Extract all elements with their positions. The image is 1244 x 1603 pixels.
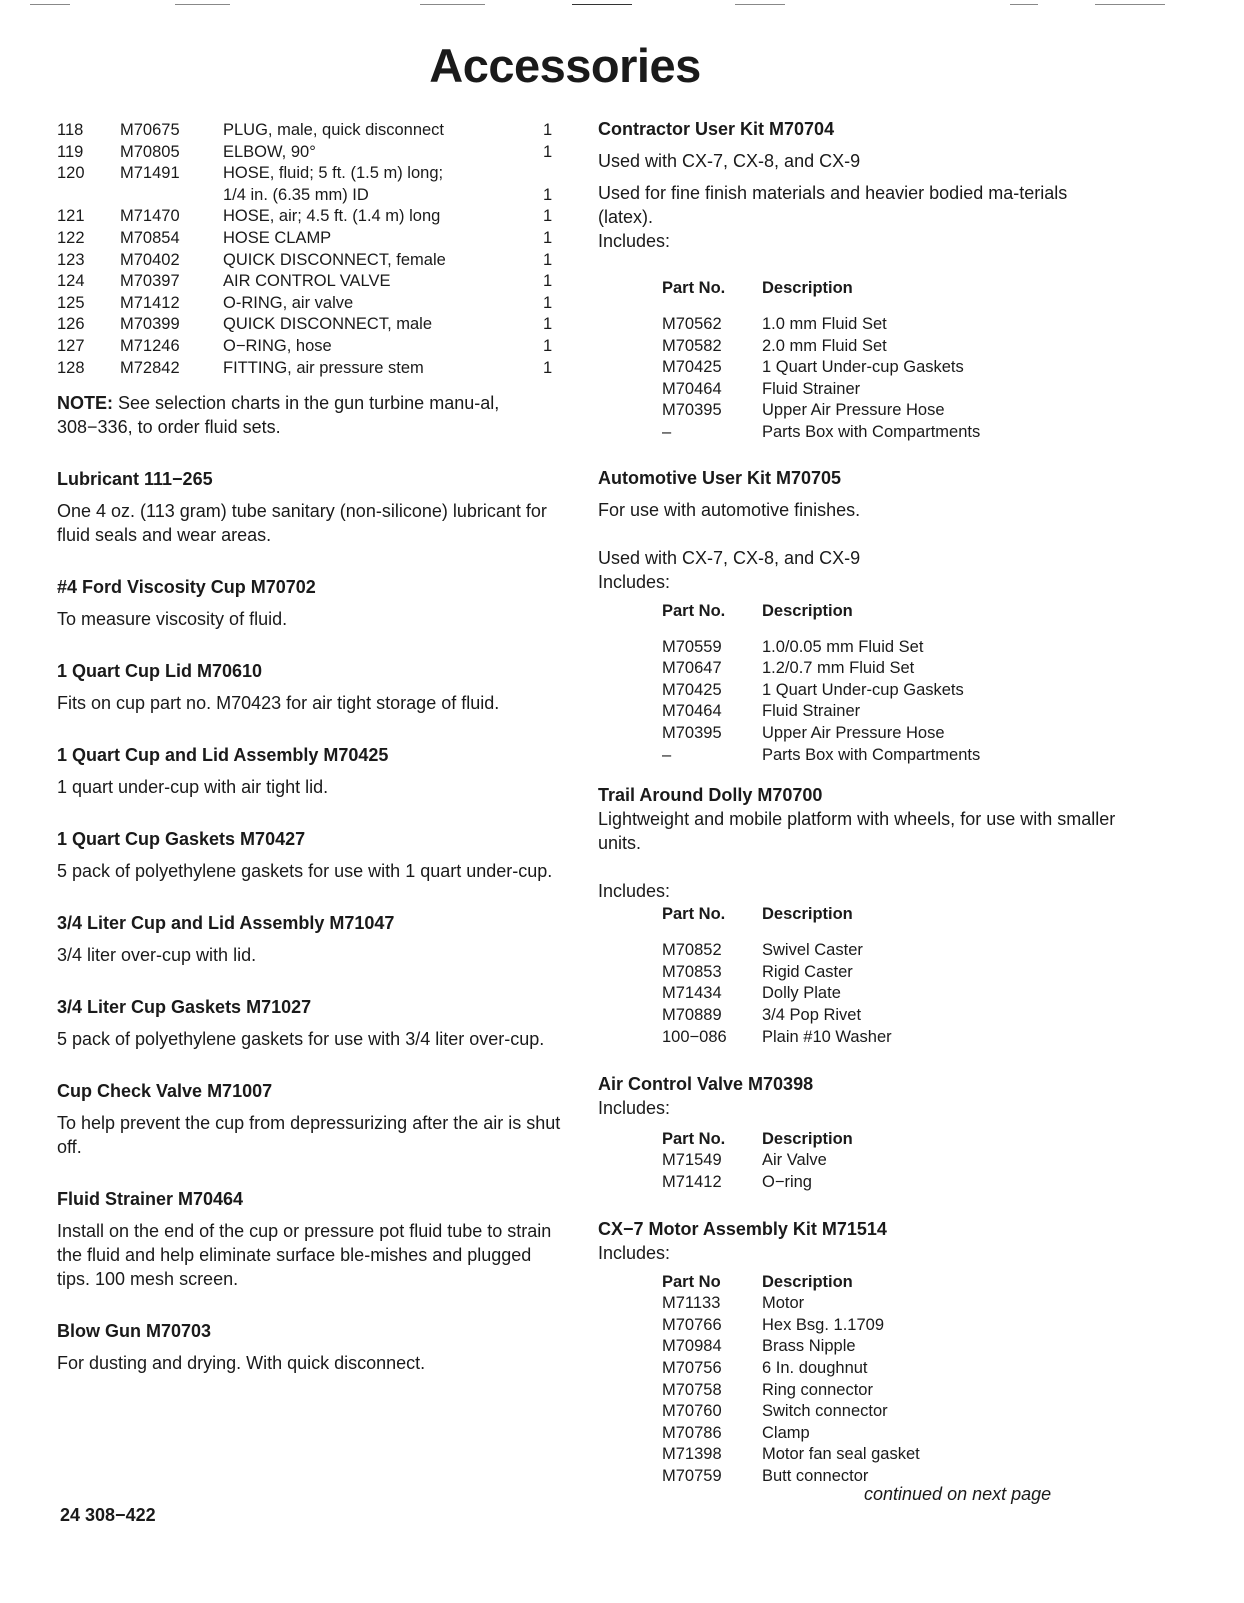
ref-number: 123 [57, 250, 85, 269]
part-number: M70760 [662, 1402, 722, 1421]
col-header-part: Part No. [662, 905, 726, 924]
quantity: 1 [543, 358, 553, 377]
part-number: 100−086 [662, 1027, 727, 1046]
accessory-section [57, 575, 567, 631]
ref-number: 121 [57, 207, 85, 226]
continued-note: continued on next page [864, 1484, 1052, 1504]
quantity: 1 [543, 272, 553, 291]
page-footer: 24 308−422 [60, 1505, 156, 1525]
spacer-row [662, 925, 1082, 940]
description: Swivel Caster [762, 941, 863, 960]
table-row [662, 1315, 1082, 1337]
part-number: M71412 [662, 1172, 722, 1191]
description: Clamp [762, 1423, 810, 1442]
contractor-kit-desc: Used for fine finish materials and heavier bodied ma-terials (latex). [598, 183, 1068, 227]
description: Rigid Caster [762, 962, 853, 981]
table-row [57, 163, 563, 185]
part-number: M70402 [120, 250, 180, 269]
quantity: 1 [543, 185, 553, 204]
automotive-kit-section [598, 466, 1118, 767]
part-number: M70425 [662, 358, 722, 377]
table-row [57, 142, 563, 164]
accessory-section [57, 1079, 567, 1159]
description: 2.0 mm Fluid Set [762, 336, 887, 355]
description: Ring connector [762, 1380, 873, 1399]
col-header-description: Description [762, 1273, 853, 1292]
part-number: M70647 [662, 659, 722, 678]
accessory-section [57, 743, 567, 799]
parts-list-table [57, 120, 563, 379]
contractor-kit-heading: Contractor User Kit M70704 [598, 119, 835, 139]
description: Fluid Strainer [762, 379, 861, 398]
table-row [662, 1172, 1082, 1194]
accessory-heading: 1 Quart Cup and Lid Assembly M70425 [57, 745, 389, 766]
ref-number: 128 [57, 358, 85, 377]
ref-number: 118 [57, 121, 84, 139]
table-row [662, 422, 1082, 444]
part-number [120, 185, 223, 207]
motor-kit-section [598, 1217, 1118, 1487]
table-row [662, 336, 1082, 358]
part-number: M71549 [662, 1151, 722, 1170]
description: QUICK DISCONNECT, male [223, 315, 433, 334]
col-header-part: Part No. [662, 1130, 726, 1149]
note-label: NOTE: [57, 393, 113, 414]
table-row [57, 206, 563, 228]
accessory-description: One 4 oz. (113 gram) tube sanitary (non-silicone) lubricant for fluid seals and wear areas. [57, 501, 547, 546]
description: HOSE, air; 4.5 ft. (1.4 m) long [223, 207, 441, 226]
dolly-includes: Includes: [598, 881, 671, 902]
part-number: M70464 [662, 379, 722, 398]
ref-number: 125 [57, 293, 85, 312]
description: Butt connector [762, 1467, 869, 1486]
table-row [57, 185, 563, 207]
automotive-kit-includes: Includes: [598, 571, 671, 592]
contractor-kit-includes: Includes: [598, 231, 671, 251]
scan-mark [175, 4, 230, 5]
description: Parts Box with Compartments [762, 422, 981, 441]
description: 1.0/0.05 mm Fluid Set [762, 637, 924, 656]
part-number: M70464 [662, 702, 722, 721]
accessory-description: Install on the end of the cup or pressure pot fluid tube to strain the fluid and help eliminate surface ble-mishes and plugged tips. 100 mesh screen. [57, 1221, 552, 1290]
spacer-row [662, 299, 1082, 314]
description: QUICK DISCONNECT, female [223, 250, 446, 269]
accessory-section [57, 467, 567, 547]
col-header-description: Description [762, 279, 853, 297]
quantity: 1 [543, 121, 553, 139]
quantity: 1 [543, 293, 553, 312]
part-number: M70399 [120, 315, 180, 334]
left-sections [57, 467, 567, 1375]
part-number: M70766 [662, 1315, 722, 1334]
scan-mark [420, 4, 485, 5]
part-number: M71133 [662, 1294, 721, 1313]
part-number: M71412 [120, 293, 180, 312]
note [57, 391, 567, 439]
description: Dolly Plate [762, 984, 841, 1003]
air-valve-table [662, 1128, 1082, 1193]
description: 1.0 mm Fluid Set [762, 315, 887, 333]
part-number: M71434 [662, 984, 722, 1003]
spacer-row [662, 622, 1082, 637]
part-number: – [662, 745, 672, 764]
description: O−ring [762, 1172, 812, 1191]
accessory-section [57, 911, 567, 967]
scan-mark [30, 4, 70, 5]
description: 3/4 Pop Rivet [762, 1005, 862, 1024]
accessory-description: 5 pack of polyethylene gaskets for use with 1 quart under-cup. [57, 861, 553, 882]
table-row [662, 723, 1082, 745]
accessory-heading: Lubricant 111−265 [57, 469, 213, 490]
part-number: M70395 [662, 401, 722, 420]
table-row [57, 228, 563, 250]
description: Upper Air Pressure Hose [762, 723, 945, 742]
part-number: M70759 [662, 1467, 722, 1486]
left-column [57, 120, 567, 1375]
part-number: M70559 [662, 637, 722, 656]
table-row [662, 680, 1082, 702]
accessory-description: To measure viscosity of fluid. [57, 609, 288, 630]
ref-number: 126 [57, 315, 85, 334]
accessory-description: 1 quart under-cup with air tight lid. [57, 777, 329, 798]
air-valve-section [598, 1072, 1118, 1193]
accessory-description: For dusting and drying. With quick disconnect. [57, 1353, 426, 1374]
scan-mark [735, 4, 785, 5]
ref-number [57, 185, 120, 207]
accessory-heading: Fluid Strainer M70464 [57, 1189, 244, 1210]
description: 6 In. doughnut [762, 1359, 868, 1378]
motor-kit-includes: Includes: [598, 1243, 671, 1264]
quantity: 1 [543, 315, 553, 334]
accessory-description: 5 pack of polyethylene gaskets for use with 3/4 liter over-cup. [57, 1029, 545, 1050]
table-row [662, 1401, 1082, 1423]
part-number: M70582 [662, 336, 722, 355]
accessory-heading: 1 Quart Cup Gaskets M70427 [57, 829, 306, 850]
table-row [662, 701, 1082, 723]
table-row [662, 1027, 1082, 1049]
description: 1/4 in. (6.35 mm) ID [223, 185, 369, 204]
description: ELBOW, 90° [223, 142, 316, 161]
table-row [662, 314, 1082, 336]
accessory-heading: 3/4 Liter Cup Gaskets M71027 [57, 997, 312, 1018]
accessory-section [57, 995, 567, 1051]
table-row [57, 271, 563, 293]
description: Air Valve [762, 1151, 827, 1170]
table-row [57, 336, 563, 358]
table-row [662, 1423, 1082, 1445]
quantity: 1 [543, 207, 553, 226]
table-row [57, 250, 563, 272]
automotive-kit-table [662, 600, 1082, 767]
table-row [662, 745, 1082, 767]
part-number: M71491 [120, 164, 180, 183]
dolly-heading: Trail Around Dolly M70700 [598, 785, 823, 806]
table-row [662, 1444, 1082, 1466]
scan-top-edge [0, 4, 1244, 10]
table-row [662, 1358, 1082, 1380]
quantity [543, 163, 563, 185]
accessory-heading: Blow Gun M70703 [57, 1321, 212, 1342]
ref-number: 127 [57, 336, 85, 355]
part-number: M70758 [662, 1380, 722, 1399]
table-row [662, 1150, 1082, 1172]
part-number: M70853 [662, 962, 722, 981]
table-row [662, 400, 1082, 422]
description: HOSE CLAMP [223, 228, 332, 247]
col-header-description: Description [762, 601, 853, 620]
table-row [662, 1005, 1082, 1027]
table-row [662, 357, 1082, 379]
part-number: M70984 [662, 1337, 722, 1356]
ref-number: 119 [57, 142, 84, 161]
accessory-section [57, 827, 567, 883]
part-number: M70889 [662, 1005, 722, 1024]
scan-mark [572, 4, 632, 5]
accessory-description: To help prevent the cup from depressurizing after the air is shut off. [57, 1113, 561, 1158]
description: O−RING, hose [223, 336, 332, 355]
accessory-section [57, 659, 567, 715]
quantity: 1 [543, 142, 553, 161]
description: Motor fan seal gasket [762, 1445, 920, 1464]
accessory-heading: Cup Check Valve M71007 [57, 1081, 273, 1102]
description: Upper Air Pressure Hose [762, 401, 945, 420]
description: Parts Box with Compartments [762, 745, 981, 764]
part-number: M70395 [662, 723, 722, 742]
right-column [598, 117, 1118, 1488]
description: O-RING, air valve [223, 293, 354, 312]
contractor-kit-compat: Used with CX-7, CX-8, and CX-9 [598, 151, 861, 171]
accessory-heading: 1 Quart Cup Lid M70610 [57, 661, 263, 682]
description: FITTING, air pressure stem [223, 358, 424, 377]
air-valve-includes: Includes: [598, 1098, 671, 1119]
dolly-desc: Lightweight and mobile platform with wheels, for use with smaller units. [598, 809, 1116, 854]
col-header-part: Part No [662, 1273, 721, 1292]
col-header-description: Description [762, 1130, 853, 1149]
description: PLUG, male, quick disconnect [223, 121, 445, 139]
table-row [662, 658, 1082, 680]
dolly-section [598, 783, 1118, 1048]
part-number: M71470 [120, 207, 180, 226]
description: AIR CONTROL VALVE [223, 272, 391, 291]
part-number: M70756 [662, 1359, 722, 1378]
motor-kit-heading: CX−7 Motor Assembly Kit M71514 [598, 1219, 887, 1240]
table-row [662, 637, 1082, 659]
accessory-description: 3/4 liter over-cup with lid. [57, 945, 257, 966]
accessory-description: Fits on cup part no. M70423 for air tight storage of fluid. [57, 693, 500, 714]
table-row [57, 314, 563, 336]
description: 1 Quart Under-cup Gaskets [762, 680, 964, 699]
col-header-part: Part No. [662, 279, 726, 297]
description: Switch connector [762, 1402, 888, 1421]
automotive-kit-compat: Used with CX-7, CX-8, and CX-9 [598, 547, 861, 568]
table-row [662, 1380, 1082, 1402]
part-number: M71246 [120, 336, 180, 355]
table-row [662, 940, 1082, 962]
page-title: Accessories [429, 39, 701, 92]
table-row [57, 293, 563, 315]
table-row [662, 962, 1082, 984]
ref-number: 122 [57, 228, 85, 247]
part-number: – [662, 422, 672, 441]
accessory-section [57, 1187, 567, 1291]
description: Motor [762, 1294, 805, 1313]
col-header-description: Description [762, 905, 853, 924]
quantity: 1 [543, 228, 553, 247]
description: 1.2/0.7 mm Fluid Set [762, 659, 915, 678]
ref-number: 120 [57, 164, 85, 183]
note-text: See selection charts in the gun turbine manu-al, 308−336, to order fluid sets. [57, 393, 500, 438]
automotive-kit-desc: For use with automotive finishes. [598, 499, 861, 520]
scan-mark [1095, 4, 1165, 5]
part-number: M72842 [120, 358, 180, 377]
contractor-kit-section [598, 117, 1118, 444]
contractor-kit-table [662, 277, 1082, 444]
ref-number: 124 [57, 272, 85, 291]
col-header-part: Part No. [662, 601, 726, 620]
part-number: M70805 [120, 142, 180, 161]
accessory-heading: 3/4 Liter Cup and Lid Assembly M71047 [57, 913, 395, 934]
description: 1 Quart Under-cup Gaskets [762, 358, 964, 377]
table-row [662, 1293, 1082, 1315]
part-number: M70425 [662, 680, 722, 699]
part-number: M70562 [662, 315, 722, 333]
part-number: M70397 [120, 272, 180, 291]
table-row [57, 120, 563, 142]
table-row [662, 1336, 1082, 1358]
air-valve-heading: Air Control Valve M70398 [598, 1074, 814, 1095]
scan-mark [1010, 4, 1038, 5]
part-number: M70786 [662, 1423, 722, 1442]
description: Hex Bsg. 1.1709 [762, 1315, 884, 1334]
accessory-heading: #4 Ford Viscosity Cup M70702 [57, 577, 316, 598]
table-row [57, 358, 563, 380]
part-number: M70854 [120, 228, 180, 247]
part-number: M70852 [662, 941, 722, 960]
description: Fluid Strainer [762, 702, 861, 721]
dolly-table [662, 903, 1082, 1048]
quantity: 1 [543, 336, 553, 355]
part-number: M71398 [662, 1445, 722, 1464]
accessory-section [57, 1319, 567, 1375]
description: HOSE, fluid; 5 ft. (1.5 m) long; [223, 164, 444, 183]
description: Brass Nipple [762, 1337, 856, 1356]
description: Plain #10 Washer [762, 1027, 892, 1046]
motor-kit-table [662, 1271, 1082, 1487]
automotive-kit-heading: Automotive User Kit M70705 [598, 467, 842, 488]
quantity: 1 [543, 250, 553, 269]
table-row [662, 379, 1082, 401]
part-number: M70675 [120, 121, 180, 139]
table-row [662, 983, 1082, 1005]
